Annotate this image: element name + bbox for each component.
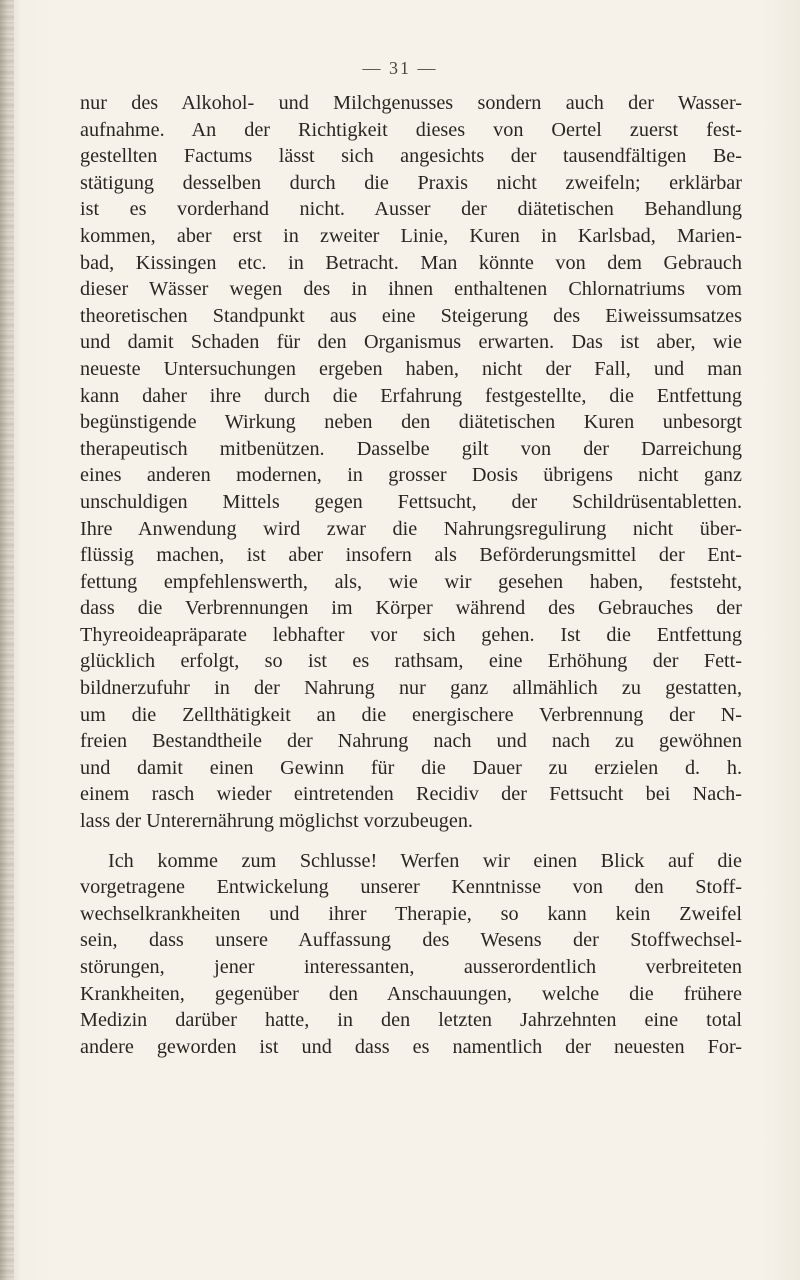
text-line: stätigung desselben durch die Praxis nicht zweifeln; erklärbar bbox=[80, 171, 742, 194]
text-line: andere geworden ist und dass es namentlich der neuesten For- bbox=[80, 1035, 742, 1058]
text-line: und damit Schaden für den Organismus erwarten. Das ist aber, wie bbox=[80, 331, 742, 354]
text-line: dieser Wässer wegen des in ihnen enthaltenen Chlornatriums vom bbox=[80, 278, 742, 301]
text-line: und damit einen Gewinn für die Dauer zu erzielen d. h. bbox=[80, 756, 742, 779]
text-line: bad, Kissingen etc. in Betracht. Man könnte von dem Gebrauch bbox=[80, 251, 742, 274]
text-line: Ihre Anwendung wird zwar die Nahrungsregulirung nicht über- bbox=[80, 517, 742, 540]
text-line: einem rasch wieder eintretenden Recidiv der Fettsucht bei Nach- bbox=[80, 783, 742, 806]
text-line: flüssig machen, ist aber insofern als Beförderungsmittel der Ent- bbox=[80, 544, 742, 567]
text-line: Ich komme zum Schlusse! Werfen wir einen Blick auf die bbox=[108, 849, 742, 872]
text-line: Medizin darüber hatte, in den letzten Jahrzehnten eine total bbox=[80, 1009, 742, 1032]
text-line: gestellten Factums lässt sich angesichts der tausendfältigen Be- bbox=[80, 145, 742, 168]
text-line: bildnerzufuhr in der Nahrung nur ganz allmählich zu gestatten, bbox=[80, 677, 742, 700]
text-line: aufnahme. An der Richtigkeit dieses von Oertel zuerst fest- bbox=[80, 118, 742, 141]
text-line: fettung empfehlenswerth, als, wie wir gesehen haben, feststeht, bbox=[80, 570, 742, 593]
text-line: lass der Unterernährung möglichst vorzubeugen. bbox=[80, 810, 473, 833]
text-line: störungen, jener interessanten, ausserordentlich verbreiteten bbox=[80, 956, 742, 978]
body-text bbox=[80, 90, 742, 1060]
text-line: Thyreoideapräparate lebhafter vor sich gehen. Ist die Entfettung bbox=[80, 623, 742, 646]
text-line: freien Bestandtheile der Nahrung nach und nach zu gewöhnen bbox=[80, 730, 742, 753]
text-line: dass die Verbrennungen im Körper während des Gebrauches der bbox=[80, 597, 742, 620]
text-line: ist es vorderhand nicht. Ausser der diätetischen Behandlung bbox=[80, 198, 742, 221]
text-line: vorgetragene Entwickelung unserer Kenntnisse von den Stoff- bbox=[80, 876, 742, 899]
page-edge-shadow bbox=[0, 0, 14, 1280]
text-line: um die Zellthätigkeit an die energischere Verbrennung der N- bbox=[80, 703, 742, 726]
paragraph-1 bbox=[80, 90, 742, 835]
text-line: unschuldigen Mittels gegen Fettsucht, der Schildrüsentabletten. bbox=[80, 490, 742, 513]
text-line: sein, dass unsere Auffassung des Wesens der Stoffwechsel- bbox=[80, 929, 742, 952]
text-line: Krankheiten, gegenüber den Anschauungen, welche die frühere bbox=[80, 982, 742, 1005]
text-line: neueste Untersuchungen ergeben haben, nicht der Fall, und man bbox=[80, 357, 742, 380]
text-line: kann daher ihre durch die Erfahrung festgestellte, die Entfettung bbox=[80, 384, 742, 407]
text-line: kommen, aber erst in zweiter Linie, Kuren in Karlsbad, Marien- bbox=[80, 224, 742, 247]
text-line: glücklich erfolgt, so ist es rathsam, eine Erhöhung der Fett- bbox=[80, 650, 742, 673]
text-line: theoretischen Standpunkt aus eine Steigerung des Eiweissumsatzes bbox=[80, 304, 742, 327]
text-line: begünstigende Wirkung neben den diätetischen Kuren unbesorgt bbox=[80, 411, 742, 434]
paragraph-2 bbox=[80, 848, 742, 1061]
paragraph-gap bbox=[80, 835, 742, 848]
text-line: therapeutisch mitbenützen. Dasselbe gilt von der Darreichung bbox=[80, 437, 742, 460]
text-line: wechselkrankheiten und ihrer Therapie, so kann kein Zweifel bbox=[80, 902, 742, 925]
text-line: eines anderen modernen, in grosser Dosis übrigens nicht ganz bbox=[80, 464, 742, 487]
text-line: nur des Alkohol- und Milchgenusses sondern auch der Wasser- bbox=[80, 92, 742, 114]
page-number: — 31 — bbox=[362, 58, 438, 78]
